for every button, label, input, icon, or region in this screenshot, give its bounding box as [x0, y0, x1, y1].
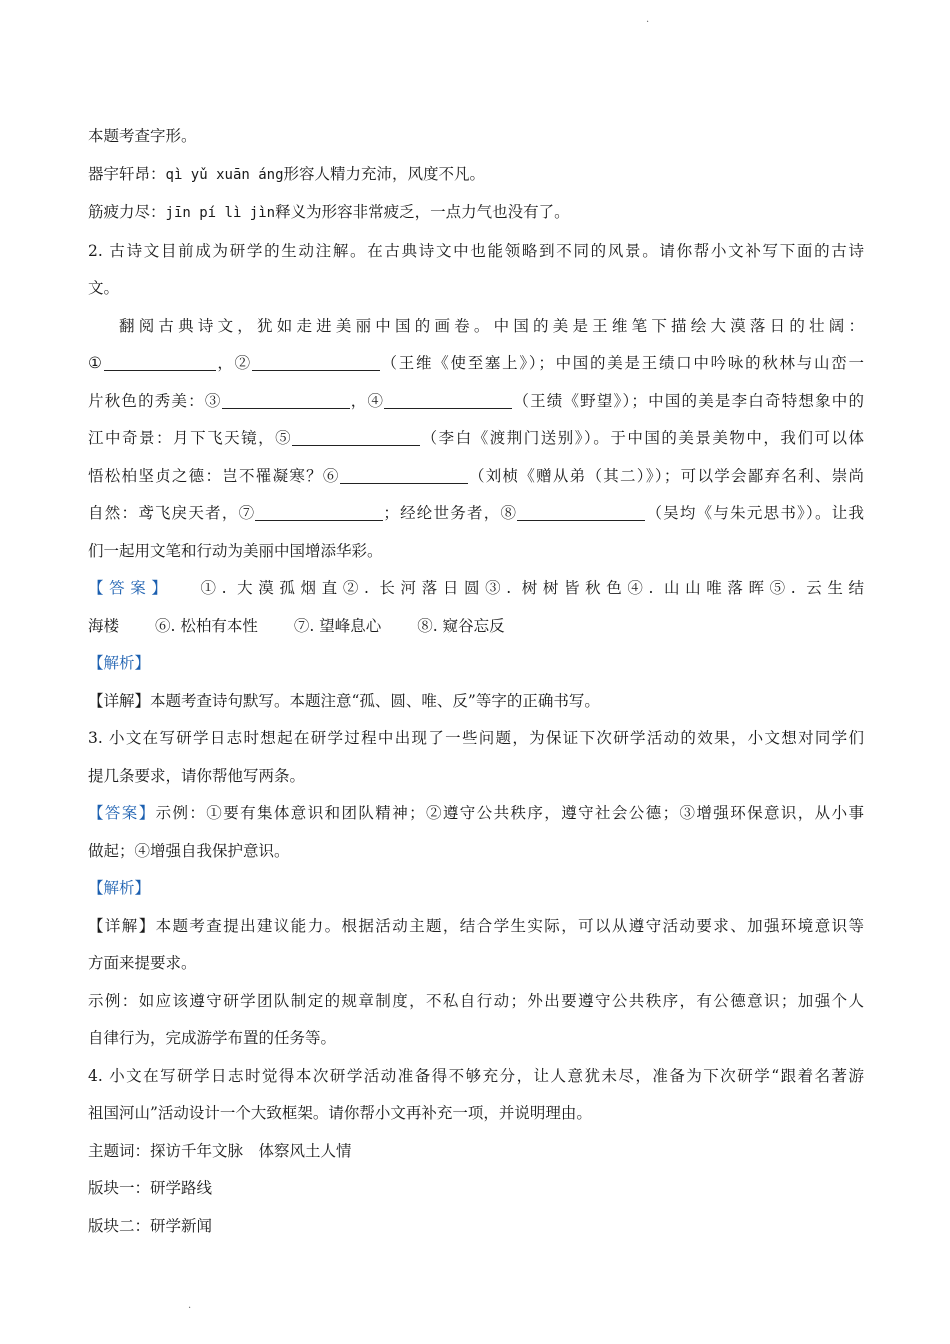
- answer-2: ②. 长河落日圆: [342, 579, 486, 597]
- term-label: 筋疲力尽：: [88, 203, 166, 221]
- q2-passage-line2: [88, 345, 864, 383]
- q2-passage-line7: 们一起用文笔和行动为美丽中国增添华彩。: [88, 541, 383, 560]
- source-text: （王维《使至塞上》）；中国的美是王绩口中吟咏的秋林与山峦一: [379, 354, 864, 372]
- q4-block-1: 版块一：研学路线: [88, 1179, 213, 1197]
- answer-blank-8[interactable]: [517, 502, 645, 521]
- blank-marker: ①: [88, 354, 104, 372]
- definition: 形容人精力充沛，风度不凡。: [283, 164, 486, 183]
- q2-detail: 【详解】本题考查诗句默写。本题注意“孤、圆、唯、反”等字的正确书写。: [88, 691, 600, 710]
- q3-answer-line1: [88, 795, 864, 833]
- answer-1: ①. 大漠孤烟直: [200, 579, 343, 597]
- q3-stem-line2: 提几条要求，请你帮他写两条。: [88, 766, 306, 785]
- answer-blank-1[interactable]: [104, 352, 216, 371]
- pinyin: qì yǔ xuān áng: [165, 166, 284, 183]
- q2-passage-line6: [88, 495, 864, 533]
- passage-text: ；经纶世务者，⑧: [383, 504, 518, 522]
- q3-detail-line2: 方面来提要求。: [88, 954, 197, 972]
- q4-stem-line1: 4. 小文在写研学日志时觉得本次研学活动准备得不够充分，让人意犹未尽，准备为下次研学“跟着名著游: [88, 1066, 864, 1085]
- source-text: （王绩《野望》）；中国的美是李白奇特想象中的: [512, 391, 864, 410]
- answer-7: ⑦. 望峰息心: [293, 616, 382, 635]
- bottom-mark: .: [188, 1300, 192, 1311]
- q3-example-line1: 示例：如应该遵守研学团队制定的规章制度，不私自行动；外出要遵守公共秩序，有公德意识；加强个人: [88, 991, 864, 1010]
- q3-stem-line1: 3. 小文在写研学日志时想起在研学过程中出现了一些问题，为保证下次研学活动的效果，小文想对同学们: [88, 729, 864, 747]
- passage-text: 江中奇景：月下飞天镜，⑤: [88, 429, 293, 447]
- q2-stem-line2: 文。: [88, 279, 120, 297]
- passage-text: 片秋色的秀美：③: [88, 391, 222, 410]
- term-label: 器宇轩昂：: [88, 164, 166, 183]
- blank-marker: ，②: [215, 354, 252, 372]
- q2-passage-line1: 翻阅古典诗文，犹如走进美丽中国的画卷。中国的美是王维笔下描绘大漠落日的壮阔：: [119, 316, 864, 335]
- pinyin: jīn pí lì jìn: [165, 205, 276, 221]
- answer-5: ⑤. 云生结: [769, 579, 865, 597]
- source-text: （吴均《与朱元思书》）。让我: [645, 504, 864, 522]
- analysis-tag: 【解析】: [88, 654, 151, 672]
- answer-blank-6[interactable]: [340, 465, 468, 484]
- q2-passage-line5: [88, 458, 864, 496]
- source-text: （刘桢《赠从弟（其二）》）；可以学会鄙弃名利、崇尚: [467, 466, 864, 485]
- q2-passage-line3: [88, 383, 864, 421]
- answer-blank-3[interactable]: [222, 390, 350, 409]
- answer-6: ⑥. 松柏有本性: [155, 616, 258, 635]
- q1-word-2: [88, 194, 864, 233]
- q3-example-line2: 自律行为，完成游学布置的任务等。: [88, 1029, 337, 1047]
- q4-block-2: 版块二：研学新闻: [88, 1216, 213, 1235]
- answer-5-cont: 海楼: [88, 616, 120, 635]
- q1-topic: 本题考查字形。: [88, 127, 197, 145]
- analysis-tag: 【解析】: [88, 879, 151, 897]
- answer-blank-7[interactable]: [255, 502, 383, 521]
- q4-stem-line2: 祖国河山”活动设计一个大致框架。请你帮小文再补充一项，并说明理由。: [88, 1104, 592, 1122]
- answer-3: ③. 树树皆秋色: [485, 579, 628, 597]
- answer-blank-2[interactable]: [252, 352, 380, 371]
- definition: 释义为形容非常疲乏，一点力气也没有了。: [275, 203, 570, 221]
- q2-passage-line4: [88, 420, 864, 458]
- answer-8: ⑧. 窥谷忘反: [417, 616, 505, 635]
- passage-text: 悟松柏坚贞之德：岂不罹凝寒？⑥: [88, 466, 340, 485]
- passage-text: 自然：鸢飞戾天者，⑦: [88, 504, 256, 522]
- q2-stem-line1: 2. 古诗文目前成为研学的生动注解。在古典诗文中也能领略到不同的风景。请你帮小文补写下面的古诗: [88, 241, 864, 260]
- source-text: （李白《渡荆门送别》）。于中国的美景美物中，我们可以体: [420, 429, 864, 447]
- answer-text: 示例：①要有集体意识和团队精神；②遵守公共秩序，遵守社会公德；③增强环保意识，从小事: [155, 804, 864, 822]
- q3-detail-line1: 【详解】本题考查提出建议能力。根据活动主题，结合学生实际，可以从遵守活动要求、加强环境意识等: [88, 916, 864, 935]
- answer-tag: 【答案】: [88, 579, 173, 597]
- blank-marker: ，④: [349, 391, 385, 410]
- q2-answer-line1: [88, 570, 864, 608]
- document-body: [88, 118, 864, 1245]
- top-mark: .: [646, 14, 650, 25]
- q2-answer-line2: [88, 608, 864, 646]
- answer-tag: 【答案】: [88, 804, 156, 822]
- q3-answer-line2: 做起；④增强自我保护意识。: [88, 841, 290, 860]
- answer-4: ④. 山山唯落晖: [627, 579, 770, 597]
- q1-word-1: [88, 156, 864, 195]
- answer-blank-4[interactable]: [384, 390, 512, 409]
- answer-blank-5[interactable]: [292, 427, 420, 446]
- q4-theme: 主题词：探访千年文脉 体察风土人情: [88, 1141, 352, 1160]
